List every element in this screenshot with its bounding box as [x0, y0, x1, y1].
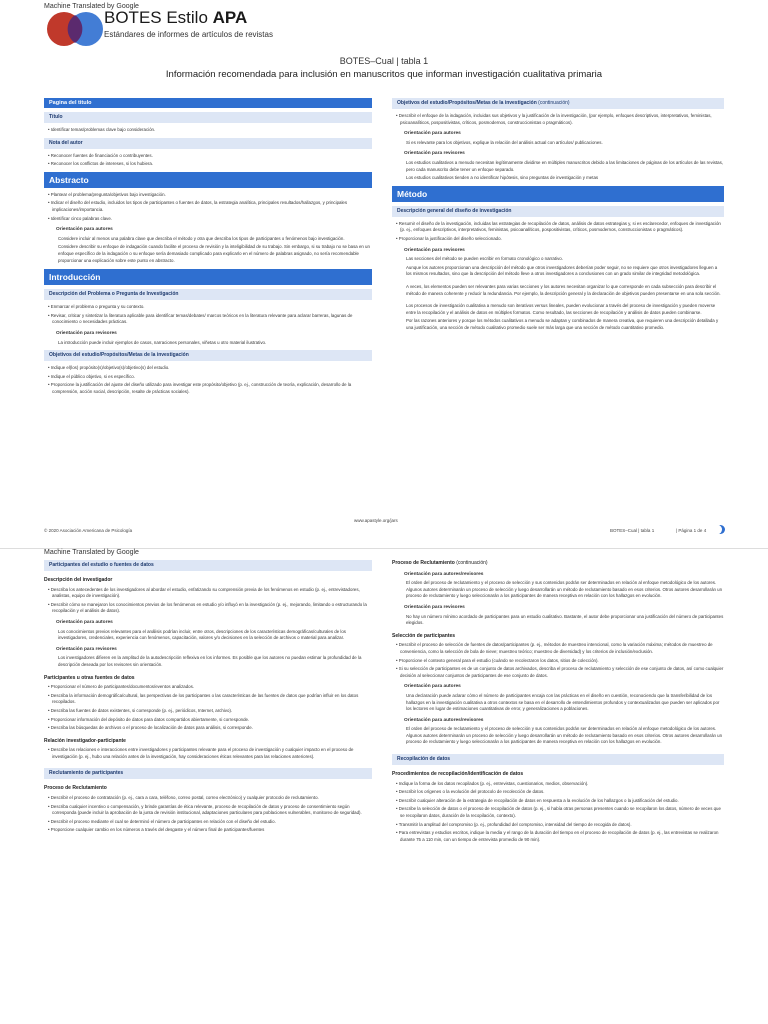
subheader-design-overview: Descripción general del diseño de investigación [392, 206, 724, 217]
bullet: • Proporcionar información del depósito de datos para datos compartidos abiertamente, si corresponde. [48, 717, 372, 724]
label-researcher-description: Descripción del investigador [44, 577, 113, 583]
label-participant-selection: Selección de participantes [392, 632, 456, 639]
subheader-titulo: Título [44, 112, 372, 123]
bullet: • Reconocer fuentes de financiación o contribuyentes. [48, 153, 372, 160]
section-introduccion: Introducción [44, 269, 372, 285]
subheader-problem: Descripción del Problema o Pregunta de Investigación [44, 289, 372, 300]
footer-copyright: © 2020 Asociación Americana de Psicología [44, 528, 133, 533]
bullet: • Plantear el problema/pregunta/objetivos bajo investigación. [48, 192, 372, 199]
left-column [44, 98, 372, 397]
guidance-text: Los conocimientos previos relevantes para el análisis podrían incluir, entre otros, descripciones de los características demográficas/culturales de los investigadores, credenciales, experiencia con fenómenos, capacitación, valores y/o decisiones en la selección de archivos o material para analizar. [58, 628, 346, 641]
subheader-author-note: Nota del autor [44, 138, 372, 149]
subheader-objectives: Objetivos del estudio/Propósitos/Metas de la investigación [44, 350, 372, 361]
bullet: • Enmarcar el problema o pregunta y su contexto. [48, 304, 372, 311]
subheader-data-collection: Recopilación de datos [392, 754, 724, 765]
bullet: • Describir el proceso mediante el cual se determinó el número de participantes en relación con el diseño del estudio. [48, 819, 372, 826]
bullet: • Indique la forma de los datos recopilados (p. ej., entrevistas, cuestionarios, medios, observación). [396, 781, 724, 788]
label-data-procedures: Procedimientos de recopilación/identificación de datos [392, 771, 524, 778]
right-column [392, 560, 724, 845]
bullet: • Describir cómo se manejaron los conocimientos previos de los fenómenos en estudio y/o influyó en la investigación (p. ej., mejorando, limitando o estructurando la recopilación y el análisis de datos). [48, 602, 372, 615]
bullet: • Proporcionar el número de participantes/documentos/eventos analizados. [48, 684, 372, 691]
bullet: • Proporcione el contexto general para el estudio (cuándo se recolectaron los datos, sitios de colección). [396, 658, 724, 665]
bullet: • Indicar el diseño del estudio, incluidos los tipos de participantes o fuentes de datos, la estrategia analítica, principales resultados/hallazgos, y principales implicaciones/importancia. [48, 200, 372, 213]
guidance-text: Si es relevante para los objetivos, explique la relación del análisis actual con artículos/ publicaciones. [406, 139, 603, 145]
guidance-label: Orientación para revisores [56, 330, 117, 336]
brand-title: BOTES Estilo APA [104, 8, 248, 27]
guidance-label: Orientación para autores/revisores [404, 717, 484, 723]
guidance-label: Orientación para revisores [56, 646, 117, 652]
table-label: BOTES–Cual | tabla 1 [339, 56, 429, 66]
guidance-label: Orientación para autores/revisores [404, 571, 484, 577]
subheader-participants: Participantes del estudio o fuentes de datos [44, 560, 372, 571]
guidance-text: Aunque los autores proporcionan una descripción del método que otros investigadores deberían poder seguir, no se requiere que otros investigadores lleguen a los mismos resultados, sino que la descripción del método lleve a otros investigadores a conclusiones con un grado similar de integridad metodológica. [406, 264, 718, 277]
guidance-text: Los estudios cualitativos a menudo necesitan legítimamente dividirse en múltiples manuscritos debido a las limitaciones de páginas de los artículos de las revistas, pero cada manuscrito debe tener un enfoque separado. [406, 159, 724, 172]
guidance-text: El orden del proceso de reclutamiento y el proceso de selección y sus contenidos podrán ser determinados en relación al enfoque metodológico de los autores. Algunos autores determinarán un proceso de selección y luego desarrollarán un método de reclutamiento basado en esos criterios. Otros autores desarrollarán un proceso de reclutamiento y luego seleccionarán a los participantes de manera receptiva en relación con los hallazgos en evolución. [406, 580, 723, 599]
bullet: • Revisar, criticar y sintetizar la literatura aplicable para identificar temas/debates/ marcos teóricos en la literatura relevante para aclarar barreras, lagunas de conocimiento o necesidades prácticas. [48, 313, 372, 326]
document-title: Información recomendada para inclusión en manuscritos que informan investigación cualitativa primaria [165, 69, 603, 80]
bullet: • Describir los orígenes o la evolución del protocolo de recolección de datos. [396, 789, 724, 796]
bullet: • Describir el proceso de contratación (p. ej., cara a cara, teléfono, correo postal, correo electrónico) y cualquier protocolo de reclutamiento. [48, 795, 372, 802]
page-2 [0, 548, 768, 1024]
page-marker-icon [716, 525, 725, 534]
guidance-text: Los procesos de investigación cualitativa a menudo son iterativos versus lineales, pueden evolucionar a través del proceso de investigación y pueden moverse entre la recopilación y el análisis de datos en múltiples formatos. Como resultado, las secciones de recopilación y análisis de datos pueden combinarse. [406, 303, 716, 315]
label-recruitment-continued: Proceso de Reclutamiento (continuación) [392, 560, 488, 566]
bullet: • Reconocer los conflictos de intereses, si los hubiera. [48, 161, 372, 168]
bullet: • Transmitir la amplitud del compromiso (p. ej., profundidad del compromiso, intensidad del tiempo de recogida de datos). [396, 822, 724, 829]
left-column [44, 560, 372, 836]
brand-subtitle: Estándares de informes de artículos de revistas [104, 30, 273, 39]
bullet: • Describa las fuentes de datos existentes, si corresponde (p. ej., periódicos, Internet, archivo). [48, 708, 372, 715]
guidance-label: Orientación para revisores [404, 604, 465, 610]
subheader-recruitment: Reclutamiento de participantes [44, 768, 372, 779]
guidance-text: A veces, los elementos pueden ser relevantes para varias secciones y los autores necesitan organizar lo que corresponde en cada subsección para describir el método de manera coherente y reducir la redundancia. Por ejemplo, la descripción general y la declaración de objetivos pueden presentarse en una sola sección. [406, 283, 721, 296]
bullet: • Describir cualquier alteración de la estrategia de recopilación de datos en respuesta a la evolución de los hallazgos o la justificación del estudio. [396, 798, 724, 805]
bullet: • Describir el proceso de selección de fuentes de datos/participantes (p. ej., métodos de muestreo intencional, como la variación máxima; métodos de muestreo de conveniencia, como la selección de bola de nieve; muestreo teórico; muestreo de diversidad) y los criterios de inclusión/exclusión. [396, 642, 724, 655]
bullet: • Describa cualquier incentivo o compensación, y brinde garantías de ética relevante, proceso de recopilación de datos y proceso de consentimiento según corresponda (puede incluir la aprobación de la junta de revisión institucional, adaptaciones particulares para poblaciones vulnerables, monitoreo de seguridad). [48, 804, 372, 817]
section-metodo: Método [392, 186, 724, 202]
guidance-text: No hay un número mínimo acordado de participantes para un estudio cualitativo. Bastante, el autor debe proporcionar una justificación del número de participantes elegidos. [406, 613, 724, 626]
label-data-sources: Participantes u otras fuentes de datos [44, 674, 135, 681]
guidance-text: Los investigadores difieren en la amplitud de la autodescripción reflexiva en los informes. Es posible que los autores no puedan estimar la profundidad de la descripción deseada por los revisores sin orientación. [58, 655, 362, 667]
guidance-label: Orientación para autores [56, 227, 113, 233]
guidance-text: Considere describir su enfoque de indagación cuando facilite el proceso de revisión y la inteligibilidad de su trabajo. Sin embargo, si su trabajo no se basa en un enfoque específico de la indagación o su enfoque sería demasiado complicado para explicarlo en el número de palabras asignado, no sería recomendable proporcionar una explicación sobre este punto en abstracto. [58, 244, 370, 263]
bullet: • Describa las búsquedas de archivos o el proceso de localización de datos para análisis, si corresponde. [48, 725, 372, 732]
guidance-text: La introducción puede incluir ejemplos de casos, narraciones personales, viñetas u otro material ilustrativo. [58, 339, 267, 345]
right-column [392, 98, 724, 333]
bullet: • Si su selección de participantes es de un conjunto de datos archivados, describa el proceso de reclutamiento y selección de ese conjunto de datos, así como cualquier decisión al seleccionar conjuntos de participantes de ese conjunto de datos. [396, 666, 724, 679]
apa-logo-icon [44, 10, 110, 48]
footer-botes-label: BOTES–Cual | tabla 1 [610, 528, 655, 533]
footer-page-number: | Página 1 de 4 [676, 528, 707, 533]
guidance-text: Las secciones del método se pueden escribir en formato cronológico o narrativo. [406, 256, 563, 262]
label-recruitment-process: Proceso de Reclutamiento [44, 785, 107, 792]
guidance-label: Orientación para autores [404, 684, 461, 690]
guidance-text: Considere incluir al menos una palabra clave que describa el método y otra que describa los tipos de participantes o fenómenos bajo investigación. [58, 235, 345, 241]
bullet: • Describir el enfoque de la indagación, incluidas sus objetivos y la justificación de la investigación, (por ejemplo, enfoques descriptivos, interpretativos, feministas, psicoanalíticos, pospositivistas, críticos, posmodernos, construccionistas o pragmáticos). [396, 113, 724, 126]
bullet: • Describa los antecedentes de los investigadores al abordar el estudio, enfatizando su comprensión previa de los fenómenos en estudio (p. ej., entrevistadores, analistas, equipo de investigación). [48, 587, 372, 600]
guidance-text: Una declaración puede aclarar cómo el número de participantes encaja con las prácticas en el diseño en cuestión, reconociendo que la transferibilidad de los hallazgos en la investigación cualitativa a otros contextos se basa en el desarrollo de entendimientos profundos y contextualizados que pueden ser aplicados por los lectores en lugar de estimaciones cuantitativas de error, y generalizaciones a poblaciones. [406, 692, 720, 712]
subheader-objectives-continued: Objetivos del estudio/Propósitos/Metas de la investigación (continuación) [392, 98, 724, 109]
guidance-text: Por las razones anteriores y porque los métodos cualitativos a menudo se adaptan y combinados de manera creativa, que requieren una descripción detallada y una justificación, una sección de método cualitativo promedio suele ser más larga que una sección de método cuantitativo promedio. [406, 318, 719, 330]
bullet: • Para entrevistas y estudios escritos, indique la media y el rango de la duración del tiempo en el proceso de recopilación de datos (p. ej., las entrevistas se realizaron durante 75 a 110 min, con un tiempo de entrevista promedio de 90 min). [396, 830, 724, 843]
bullet: • Indique el público objetivo, si es específico. [48, 374, 372, 381]
label-researcher-participant: Relación investigador-participante [44, 737, 126, 744]
footer-url[interactable]: www.apastyle.org/jars [354, 518, 398, 523]
guidance-text: Los estudios cualitativos tienden a no identificar hipótesis, sino preguntas de investigación y metas [406, 175, 599, 181]
bullet: • Describe las relaciones e interacciones entre investigadores y participantes relevante para el proceso de investigación y cualquier impacto en el proceso de investigación (p. ej., hubo una relación antes de la investigación, hay consideraciones éticas relevantes para las relaciones anteriores). [48, 747, 372, 760]
bullet: • Proporcione la justificación del ajuste del diseño utilizado para investigar este propósito/objetivo (p. ej., construcción de teoría, explicación, desarrollo de la comprensión, acción social, descripción, resalte de prácticas sociales). [48, 382, 372, 395]
guidance-label: Orientación para revisores [404, 247, 465, 253]
bullet: • Identificar temas/problemas clave bajo consideración. [48, 127, 372, 134]
bullet: • Describa la información demográfica/cultural, las perspectivas de los participantes o las características de las fuentes de datos que podrían influir en los datos recopilados. [48, 693, 372, 706]
machine-translated-label: Machine Translated by Google [44, 3, 139, 10]
guidance-text: El orden del proceso de reclutamiento y el proceso de selección y sus contenidos podrán ser determinados en relación al enfoque metodológico de los autores. Algunos autores determinarán un proceso de selección y luego desarrollarán un método de reclutamiento basado en esos criterios. Otros autores desarrollarán un proceso de reclutamiento y luego seleccionarán a los participantes de manera receptiva en relación con los hallazgos en evolución. [406, 726, 723, 745]
bullet: • Proporcionar la justificación del diseño seleccionado. [396, 236, 724, 243]
guidance-label: Orientación para autores [56, 619, 113, 625]
guidance-label: Orientación para revisores [404, 151, 465, 157]
section-abstract: Abstracto [44, 172, 372, 188]
bullet: • Identificar cinco palabras clave. [48, 216, 372, 223]
bullet: • Describe la selección de datos o el proceso de recopilación de datos (p. ej., si había otras personas presentes cuando se recopilaron los datos, número de veces que se recopilaron datos, duración de la recopilación, contexto). [396, 806, 724, 819]
guidance-label: Orientación para autores [404, 131, 461, 137]
bullet: • Resumir el diseño de la investigación, incluidas las estrategias de recopilación de datos, análisis de datos estrategias y, si es esclarecedor, enfoques de investigación (p. ej., enfoques descriptivos, interpretativos, feministas, psicoanalíticos, pospositivistas, críticos, posmodernos, construccionistas o pragmáticos). [396, 221, 724, 234]
section-title-page: Pagina del titulo [44, 98, 372, 108]
bullet: • Proporcione cualquier cambio en los números a través del desgaste y el número final de participantes/fuentes [48, 827, 372, 834]
bullet: • Indique el(los) propósito(s)/objetivo(s)/objetivo(s) del estudio. [48, 365, 372, 372]
machine-translated-label: Machine Translated by Google [44, 549, 139, 556]
